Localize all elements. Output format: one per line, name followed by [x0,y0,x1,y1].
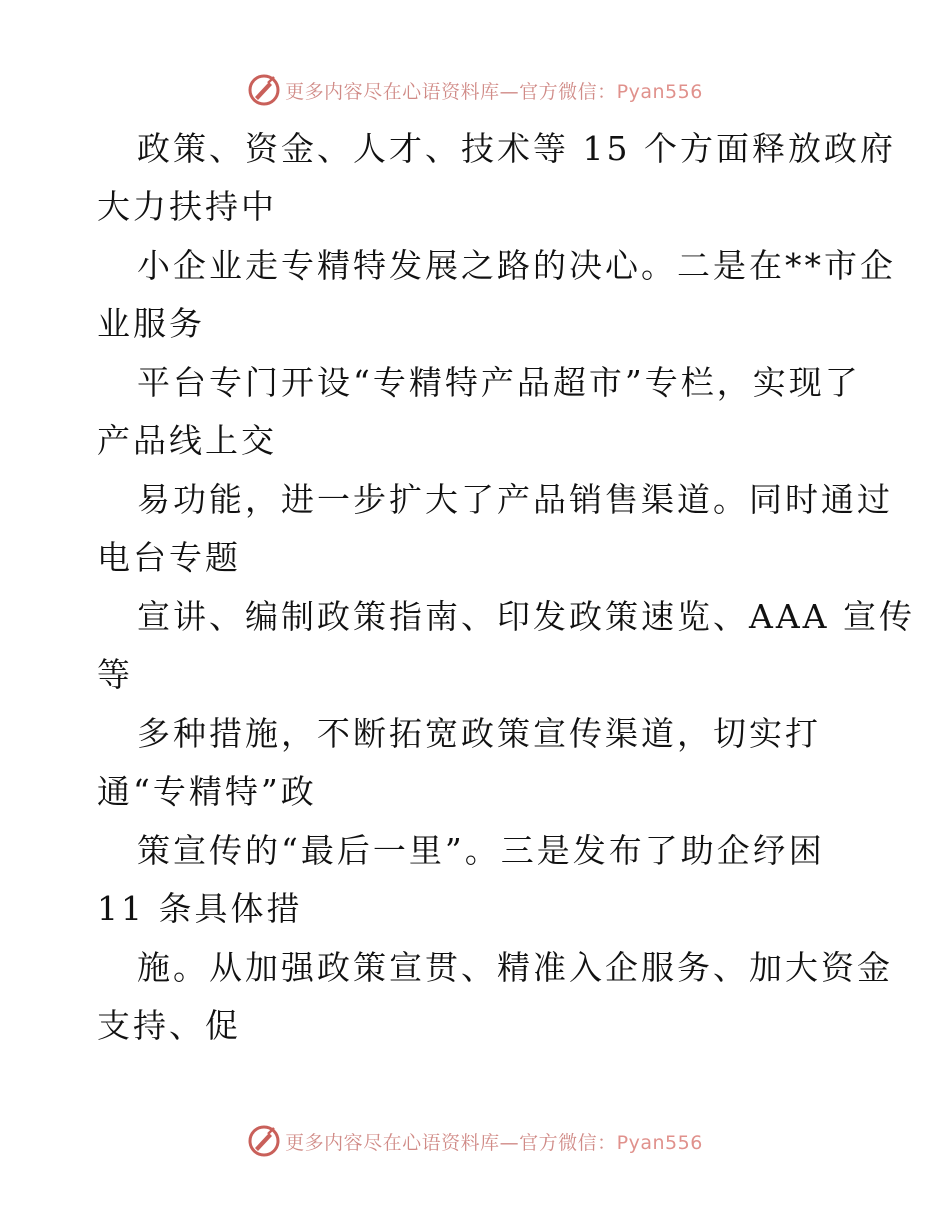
paragraph-line: 策宣传的“最后一里”。三是发布了助企纾困 [137,831,825,870]
watermark-text: 更多内容尽在心语资料库—官方微信：Pyan556 [285,1131,703,1154]
paragraph-line: 11 条具体措 [97,889,303,928]
paragraph-line: 平台专门开设“专精特产品超市”专栏，实现了 [137,363,861,402]
paragraph-line: 产品线上交 [97,421,277,460]
paragraph-line: 支持、促 [97,1006,241,1045]
quill-seal-icon [247,1124,281,1158]
paragraph-line: 业服务 [97,304,205,343]
paragraph-line: 政策、资金、人才、技术等 15 个方面释放政府 [137,129,896,168]
paragraph-line: 宣讲、编制政策指南、印发政策速览、AAA 宣传 [137,597,915,636]
paragraph-line: 多种措施，不断拓宽政策宣传渠道，切实打 [137,714,821,753]
paragraph-line: 易功能，进一步扩大了产品销售渠道。同时通过 [137,480,893,519]
quill-seal-icon [247,73,281,107]
footer-watermark [0,1121,950,1161]
paragraph-line: 通“专精特”政 [97,772,317,811]
paragraph-line: 施。从加强政策宣贯、精准入企服务、加大资金 [137,948,893,987]
watermark-text: 更多内容尽在心语资料库—官方微信：Pyan556 [285,80,703,103]
header-watermark [0,70,950,110]
paragraph-line: 电台专题 [97,538,241,577]
paragraph-line: 等 [97,655,133,694]
paragraph-line: 小企业走专精特发展之路的决心。二是在**市企 [137,246,896,285]
paragraph-line: 大力扶持中 [97,187,277,226]
